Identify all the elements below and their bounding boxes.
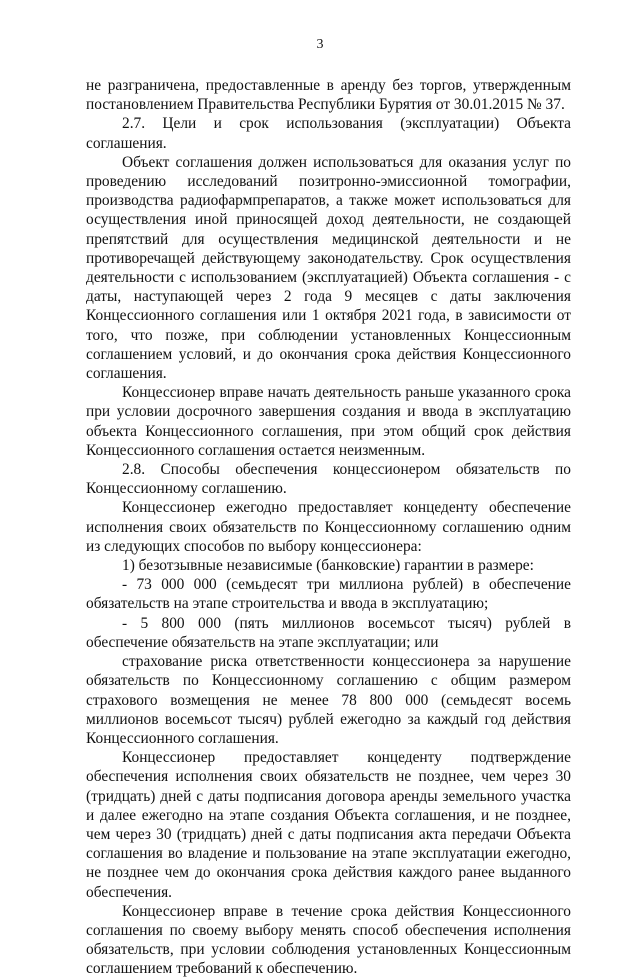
list-item-construction-amount: - 73 000 000 (семьдесят три миллиона рублей) в обеспечение обязательств на этапе строительства и ввода в эксплуатацию; xyxy=(86,576,571,613)
list-item-operation-amount: - 5 800 000 (пять миллионов восемьсот тысяч) рублей в обеспечение обязательств на этапе эксплуатации; или xyxy=(86,614,571,651)
paragraph-early-start: Концессионер вправе начать деятельность раньше указанного срока при условии досрочного завершения создания и ввода в эксплуатацию объекта Концессионного соглашения, при этом общий срок действия Концессионного соглашения остается неизменным. xyxy=(86,384,571,459)
paragraph-confirmation: Концессионер предоставляет концеденту подтверждение обеспечения исполнения своих обязательств не позднее, чем через 30 (тридцать) дней с даты подписания договора аренды земельного участка и далее ежегодно на этапе создания Объекта соглашения, и не позднее, чем через 30 (тридцать) дней с даты подписания акта передачи Объекта соглашения во владение и пользование на этапе эксплуатации ежегодно, не позднее чем до окончания срока действия каждого ранее выданного обеспечения. xyxy=(86,749,571,901)
paragraph-insurance: страхование риска ответственности концессионера за нарушение обязательств по Концессионному соглашению с общим размером страхового возмещения не менее 78 800 000 (семьдесят восемь миллионов восемьсот тысяч) рублей ежегодно за каждый год действия Концессионного соглашения. xyxy=(86,653,571,747)
page-number: 3 xyxy=(316,37,324,52)
paragraph-security-intro: Концессионер ежегодно предоставляет концеденту обеспечение исполнения своих обязательств по Концессионному соглашению одним из следующих способов по выбору концессионера: xyxy=(86,499,571,555)
paragraph-continuation: не разграничена, предоставленные в аренду без торгов, утвержденным постановлением Правительства Республики Бурятия от 30.01.2015 № 37. xyxy=(86,77,571,114)
section-heading-2-8: 2.8. Способы обеспечения концессионером обязательств по Концессионному соглашению. xyxy=(86,461,571,498)
section-heading-2-7: 2.7. Цели и срок использования (эксплуатации) Объекта соглашения. xyxy=(86,115,571,152)
document-body xyxy=(86,76,571,979)
paragraph-object-purpose: Объект соглашения должен использоваться для оказания услуг по проведению исследований позитронно-эмиссионной томографии, производства радиофармпрепаратов, а также может использоваться для осуществления иной приносящей доход деятельности, не создающей препятствий для осуществления медицинской деятельности и не противоречащей действующему законодательству. Срок осуществления деятельности с использованием (эксплуатацией) Объекта соглашения - с даты, наступающей через 2 года 9 месяцев с даты заключения Концессионного соглашения или 1 октября 2021 года, в зависимости от того, что позже, при соблюдении установленных Концессионным соглашением условий, и до окончания срока действия Концессионного соглашения. xyxy=(86,153,571,383)
paragraph-change-method: Концессионер вправе в течение срока действия Концессионного соглашения по своему выбору менять способ обеспечения исполнения обязательств, при условии соблюдения установленных Концессионным соглашением требований к обеспечению. xyxy=(86,902,571,978)
list-item-guarantees: 1) безотзывные независимые (банковские) гарантии в размере: xyxy=(122,557,534,575)
